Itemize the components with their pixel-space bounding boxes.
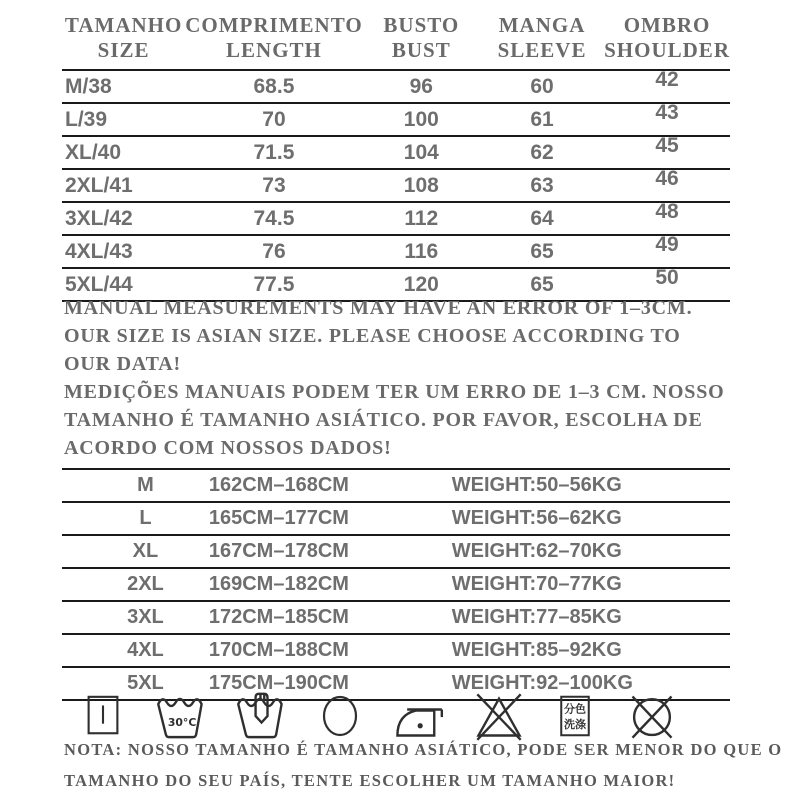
size-cell: L/39: [65, 107, 108, 131]
sleeve-cell: 60: [530, 74, 554, 98]
hw-height-cell: 175CM–190CM: [208, 672, 349, 694]
hw-height-cell: 165CM–177CM: [208, 507, 349, 529]
header-sleeve-l1: MANGA: [498, 13, 586, 37]
bust-cell: 112: [404, 206, 439, 230]
bottom-note-line: NOTA: NOSSO TAMANHO É TAMANHO ASIÁTICO, PODE SER MENOR DO QUE O: [64, 740, 783, 759]
height-weight-row: [62, 502, 730, 535]
hw-weight-cell: WEIGHT:92–100KG: [451, 672, 633, 694]
shoulder-cell: 49: [655, 232, 679, 256]
hw-size-cell: XL: [132, 540, 159, 562]
size-cell: 4XL/43: [65, 239, 133, 263]
measurement-note-en-line: OUR SIZE IS ASIAN SIZE. PLEASE CHOOSE ACCORDING TO: [64, 325, 681, 347]
measurement-note-pt-line: MEDIÇÕES MANUAIS PODEM TER UM ERRO DE 1–3 CM. NOSSO: [64, 381, 725, 403]
hw-height-cell: 170CM–188CM: [208, 639, 349, 661]
bottom-note: [64, 734, 782, 796]
size-cell: 2XL/41: [65, 173, 133, 197]
height-weight-row: [62, 535, 730, 568]
measurement-note-pt-line: TAMANHO É TAMANHO ASIÁTICO. POR FAVOR, ESCOLHA DE: [64, 409, 703, 431]
shoulder-cell: 48: [655, 199, 679, 223]
bottom-note-line: TAMANHO DO SEU PAÍS, TENTE ESCOLHER UM TAMANHO MAIOR!: [64, 771, 676, 790]
svg-text:洗涤: 洗涤: [564, 717, 587, 731]
hw-weight-cell: WEIGHT:50–56KG: [451, 474, 622, 496]
measurement-note-en-line: MANUAL MEASUREMENTS MAY HAVE AN ERROR OF 1–3CM.: [64, 297, 693, 319]
size-cell: M/38: [65, 74, 112, 98]
height-weight-table: [62, 468, 730, 701]
height-weight-row: [62, 601, 730, 634]
hw-weight-cell: WEIGHT:70–77KG: [451, 573, 622, 595]
length-cell: 74.5: [253, 206, 295, 230]
hw-size-cell: L: [139, 507, 152, 529]
height-weight-row: [62, 469, 730, 502]
header-length-l2: LENGTH: [226, 38, 322, 62]
hw-height-cell: 169CM–182CM: [208, 573, 349, 595]
header-size-l1: TAMANHO: [64, 13, 183, 37]
hw-size-cell: M: [137, 474, 154, 496]
header-size: [62, 10, 185, 70]
header-size-l2: SIZE: [97, 38, 150, 62]
bust-cell: 108: [403, 173, 439, 197]
hw-weight-cell: WEIGHT:62–70KG: [451, 540, 622, 562]
hw-size-cell: 4XL: [127, 639, 164, 661]
length-cell: 77.5: [253, 272, 295, 296]
bust-cell: 120: [403, 272, 439, 296]
hw-size-cell: 2XL: [127, 573, 164, 595]
header-sleeve: [480, 10, 604, 70]
hw-height-cell: 172CM–185CM: [208, 606, 349, 628]
shoulder-cell: 45: [655, 133, 679, 157]
bust-cell: 96: [409, 74, 433, 98]
header-length: [185, 10, 362, 70]
length-cell: 68.5: [253, 74, 295, 98]
size-table-header-row: [62, 10, 730, 70]
shoulder-cell: 42: [655, 67, 679, 91]
hw-size-cell: 3XL: [127, 606, 164, 628]
header-bust-l2: BUST: [391, 38, 451, 62]
length-cell: 76: [262, 239, 286, 263]
bust-cell: 116: [404, 239, 439, 263]
bust-cell: 100: [403, 107, 439, 131]
sleeve-cell: 61: [530, 107, 554, 131]
bust-cell: 104: [403, 140, 439, 164]
hw-weight-cell: WEIGHT:77–85KG: [451, 606, 622, 628]
hw-height-cell: 162CM–168CM: [208, 474, 349, 496]
size-cell: 3XL/42: [65, 206, 133, 230]
length-cell: 71.5: [253, 140, 295, 164]
sleeve-cell: 64: [530, 206, 554, 230]
height-weight-row: [62, 634, 730, 667]
hw-weight-cell: WEIGHT:85–92KG: [451, 639, 622, 661]
length-cell: 70: [262, 107, 286, 131]
shoulder-cell: 43: [655, 100, 679, 124]
size-table-row: [62, 235, 730, 268]
sleeve-cell: 65: [530, 239, 554, 263]
hw-size-cell: 5XL: [127, 672, 164, 694]
header-bust: [363, 10, 480, 70]
size-table-row: [62, 136, 730, 169]
size-cell: 5XL/44: [65, 272, 133, 296]
header-length-l1: COMPRIMENTO: [185, 13, 363, 37]
header-shoulder-l1: OMBRO: [623, 13, 711, 37]
header-shoulder-l2: SHOULDER: [604, 38, 730, 62]
shoulder-cell: 46: [655, 166, 679, 190]
sleeve-cell: 63: [530, 173, 554, 197]
svg-text:分色: 分色: [564, 702, 587, 716]
hw-weight-cell: WEIGHT:56–62KG: [451, 507, 622, 529]
garment-size-table: [62, 10, 730, 302]
size-table-row: [62, 103, 730, 136]
hw-height-cell: 167CM–178CM: [208, 540, 349, 562]
length-cell: 73: [262, 173, 286, 197]
measurement-note-en-line: OUR DATA!: [64, 353, 182, 375]
sleeve-cell: 65: [530, 272, 554, 296]
size-table-row: [62, 202, 730, 235]
measurement-note: [64, 294, 724, 462]
measurement-note-pt-line: ACORDO COM NOSSOS DADOS!: [64, 437, 392, 459]
header-sleeve-l2: SLEEVE: [497, 38, 587, 62]
shoulder-cell: 50: [655, 265, 679, 289]
size-cell: XL/40: [65, 140, 122, 164]
size-table-row: [62, 169, 730, 202]
header-bust-l1: BUSTO: [383, 13, 460, 37]
sleeve-cell: 62: [530, 140, 554, 164]
svg-text:30°C: 30°C: [167, 715, 196, 729]
header-shoulder: [604, 10, 730, 70]
size-table-row: [62, 70, 730, 103]
height-weight-row: [62, 568, 730, 601]
